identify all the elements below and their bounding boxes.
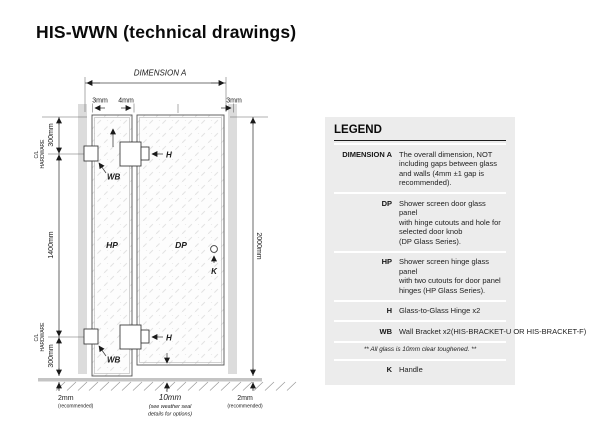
- legend-desc: Shower screen door glass panel with hinge cutouts and hole for selected door knob (DP Glass Series).: [399, 198, 501, 246]
- svg-text:3mm: 3mm: [226, 97, 242, 105]
- gap-dimensions: [92, 98, 242, 113]
- dim-10mm: 10mm: [158, 393, 182, 402]
- legend-footnote: ** All glass is 10mm clear toughened. **: [363, 346, 477, 353]
- legend-term: H: [386, 306, 392, 315]
- svg-text:2mm: 2mm: [237, 395, 253, 402]
- dim-300-bottom: 300mm: [48, 344, 55, 368]
- legend-row-k: [334, 359, 506, 380]
- legend-desc: The overall dimension, NOT including gaps between glass and walls (4mm ±1 gap is recommended).: [399, 149, 497, 187]
- cl-hardware-top: C/L HARDWARE: [34, 139, 47, 169]
- svg-text:(recommended): (recommended): [58, 403, 94, 410]
- svg-text:K: K: [211, 267, 217, 276]
- weather-seal-note-1: (see weather seal: [148, 404, 192, 410]
- svg-text:2mm: 2mm: [58, 395, 74, 402]
- cl-hardware-bottom: C/L HARDWARE: [34, 322, 47, 352]
- dim-2000: 2000mm: [255, 232, 262, 260]
- floor-hatching: [56, 382, 296, 391]
- legend-term: DIMENSION A: [342, 149, 392, 159]
- bottom-right-gap: [227, 395, 263, 410]
- page-title: HIS-WWN (technical drawings): [36, 22, 297, 42]
- legend-row-wb: [334, 320, 587, 341]
- svg-text:WB: WB: [107, 172, 121, 182]
- legend-panel: [325, 117, 587, 385]
- legend-row-dimension-a: [334, 143, 506, 192]
- weather-seal-note-2: details for options): [147, 411, 193, 418]
- dim-1400: 1400mm: [48, 231, 55, 259]
- legend-row-hp: [334, 251, 506, 300]
- legend-term: DP: [381, 198, 392, 208]
- bottom-left-gap: [58, 395, 94, 410]
- right-wall: [228, 104, 237, 374]
- dimension-a-label: DIMENSION A: [133, 68, 187, 78]
- legend-term: WB: [379, 326, 392, 336]
- legend-term: K: [386, 365, 392, 374]
- floor: [38, 378, 262, 382]
- svg-text:3mm: 3mm: [92, 97, 108, 105]
- legend-term: HP: [381, 257, 392, 266]
- dp-panel-label: DP: [175, 240, 187, 250]
- dimension-a-lines: [85, 77, 226, 113]
- svg-text:H: H: [166, 333, 172, 343]
- legend-desc: Handle: [399, 365, 423, 374]
- legend-desc: Shower screen hinge glass panel with two cutouts for door panel hinges (HP Glass Series).: [399, 257, 501, 295]
- svg-text:H: H: [166, 150, 172, 160]
- legend-row-dp: [334, 192, 506, 251]
- svg-text:4mm: 4mm: [118, 97, 134, 105]
- dim-300-top: 300mm: [48, 123, 55, 147]
- legend-desc: Wall Bracket x2(HIS-BRACKET-U OR HIS-BRACKET-F): [399, 326, 587, 336]
- svg-text:WB: WB: [107, 355, 121, 365]
- hp-panel-label: HP: [106, 240, 118, 250]
- legend-row-h: [334, 300, 506, 321]
- legend-desc: Glass-to-Glass Hinge x2: [399, 306, 481, 315]
- svg-text:(recommended): (recommended): [227, 403, 263, 410]
- legend-header: LEGEND: [334, 124, 506, 141]
